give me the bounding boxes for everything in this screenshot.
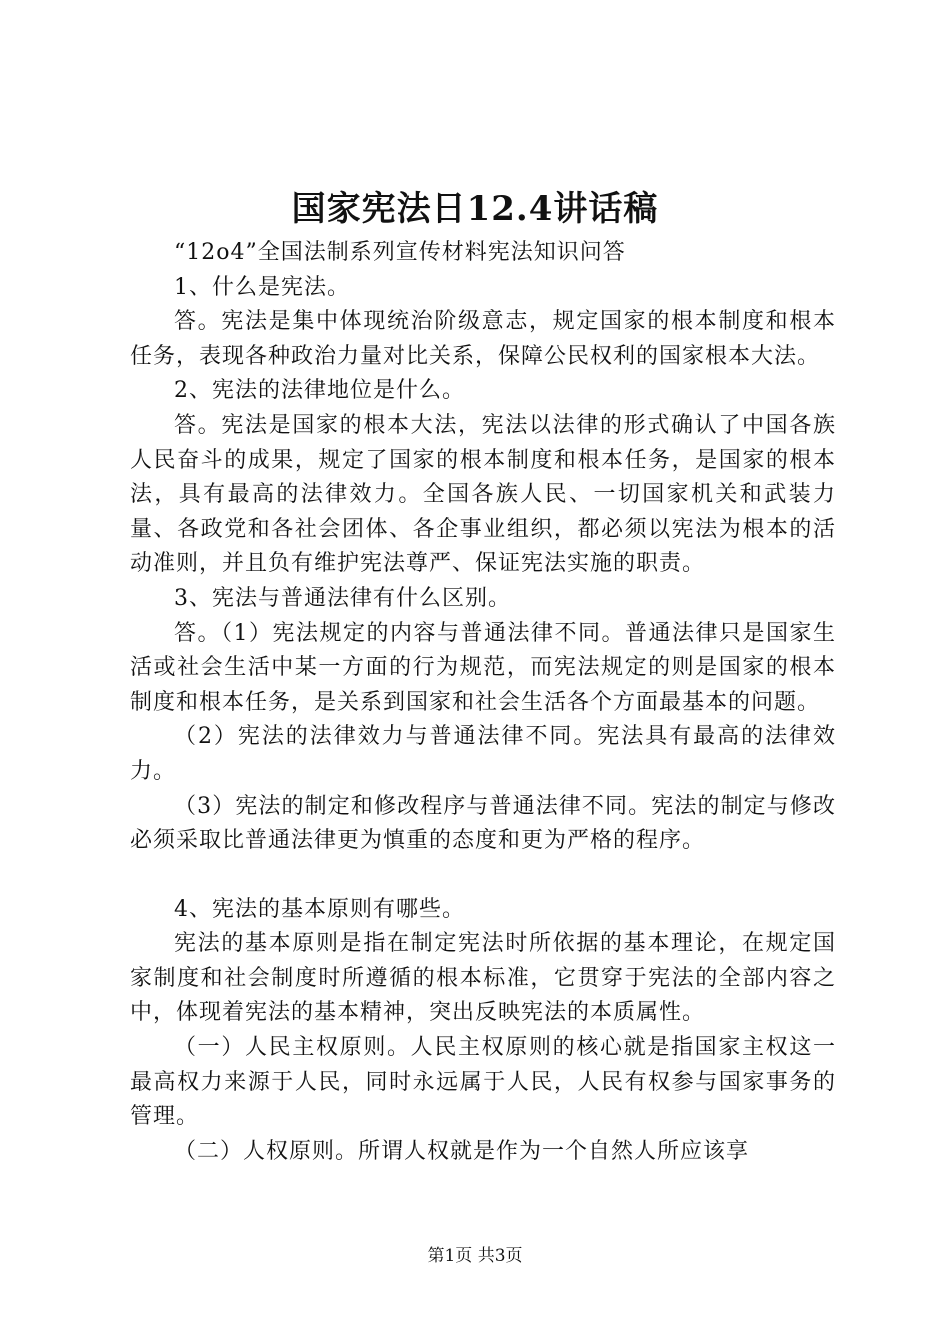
question-3: 3、宪法与普通法律有什么区别。 xyxy=(174,585,511,611)
document-body xyxy=(130,236,836,1169)
answer-3-part-3: （3）宪法的制定和修改程序与普通法律不同。宪法的制定与修改必须采取比普通法律更为慎重的态度和更为严格的程序。 xyxy=(130,793,836,854)
principle-1: （一）人民主权原则。人民主权原则的核心就是指国家主权这一最高权力来源于人民，同时永远属于人民，人民有权参与国家事务的管理。 xyxy=(130,1035,836,1130)
answer-3-part-1: 答。（1）宪法规定的内容与普通法律不同。普通法律只是国家生活或社会生活中某一方面的行为规范，而宪法规定的则是国家的根本制度和根本任务，是关系到国家和社会生活各个方面最基本的问题。 xyxy=(130,620,836,715)
answer-4-intro: 宪法的基本原则是指在制定宪法时所依据的基本理论，在规定国家制度和社会制度时所遵循的根本标准，它贯穿于宪法的全部内容之中，体现着宪法的基本精神，突出反映宪法的本质属性。 xyxy=(130,931,836,1026)
question-1: 1、什么是宪法。 xyxy=(174,274,350,300)
page-footer: 第1页 共3页 xyxy=(427,1246,523,1266)
intro-line: “12o4”全国法制系列宣传材料宪法知识问答 xyxy=(174,240,626,265)
answer-3-part-2: （2）宪法的法律效力与普通法律不同。宪法具有最高的法律效力。 xyxy=(130,724,836,784)
question-4: 4、宪法的基本原则有哪些。 xyxy=(174,896,465,922)
answer-2: 答。宪法是国家的根本大法，宪法以法律的形式确认了中国各族人民奋斗的成果，规定了国家的根本制度和根本任务，是国家的根本法，具有最高的法律效力。全国各族人民、一切国家机关和武装力量、各政党和各社会团体、各企事业组织，都必须以宪法为根本的活动准则，并且负有维护宪法尊严、保证宪法实施的职责。 xyxy=(130,412,836,577)
question-2: 2、宪法的法律地位是什么。 xyxy=(174,378,465,404)
principle-2: （二）人权原则。所谓人权就是作为一个自然人所应该享 xyxy=(174,1138,750,1164)
document-title: 国家宪法日12.4讲话稿 xyxy=(291,189,659,229)
answer-1: 答。宪法是集中体现统治阶级意志，规定国家的根本制度和根本任务，表现各种政治力量对比关系，保障公民权利的国家根本大法。 xyxy=(130,309,836,369)
